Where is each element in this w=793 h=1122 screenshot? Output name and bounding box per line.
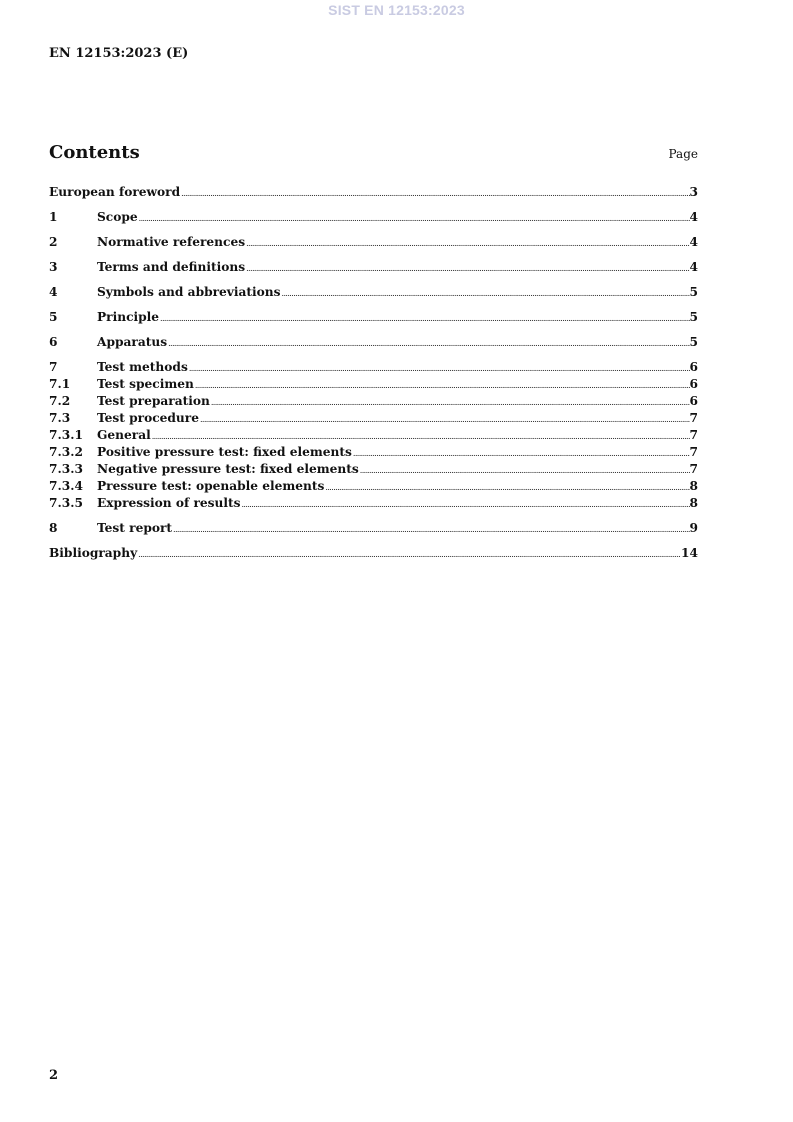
- watermark: SIST EN 12153:2023: [328, 2, 465, 18]
- toc-entry-title: Positive pressure test: fixed elements: [97, 445, 352, 459]
- toc-dot-leader: [245, 260, 689, 277]
- document-id-header: EN 12153:2023 (E): [49, 46, 189, 61]
- toc-entry-title: Symbols and abbreviations: [97, 285, 281, 299]
- toc-entry-page: 5: [689, 310, 698, 324]
- toc-entry-number: 1: [49, 210, 58, 224]
- toc-dot-leader: [167, 335, 689, 352]
- toc-entry-page: 8: [689, 496, 698, 510]
- contents-heading: Contents: [49, 142, 140, 163]
- toc-entry-apparatus[interactable]: [49, 334, 698, 351]
- toc-entry-page: 5: [689, 285, 698, 299]
- toc-entry-pressure-test-openable[interactable]: [49, 478, 698, 495]
- toc-entry-page: 8: [689, 479, 698, 493]
- toc-dot-leader: [159, 310, 689, 327]
- toc-entry-bibliography[interactable]: [49, 545, 698, 562]
- toc-entry-page: 6: [689, 377, 698, 391]
- toc-entry-page: 7: [689, 462, 698, 476]
- toc-entry-number: 2: [49, 235, 58, 249]
- toc-entry-page: 14: [681, 546, 698, 560]
- toc-entry-title: European foreword: [49, 185, 181, 199]
- toc-entry-page: 7: [689, 428, 698, 442]
- toc-dot-leader: [180, 185, 689, 202]
- toc-entry-title: Test procedure: [97, 411, 199, 425]
- page-column-label: Page: [668, 147, 698, 161]
- toc-entry-title: Expression of results: [97, 496, 241, 510]
- toc-entry-scope[interactable]: [49, 209, 698, 226]
- toc-entry-test-preparation[interactable]: [49, 393, 698, 410]
- toc-entry-european-foreword[interactable]: [49, 184, 698, 201]
- toc-entry-page: 7: [689, 445, 698, 459]
- toc-dot-leader: [138, 210, 690, 227]
- toc-dot-leader: [194, 377, 690, 394]
- toc-entry-page: 4: [689, 260, 698, 274]
- toc-entry-principle[interactable]: [49, 309, 698, 326]
- toc-entry-title: Test report: [97, 521, 173, 535]
- toc-entry-page: 4: [689, 210, 698, 224]
- toc-dot-leader: [199, 411, 690, 428]
- toc-entry-number: 7.3.4: [49, 479, 83, 493]
- toc-entry-symbols-and-abbreviations[interactable]: [49, 284, 698, 301]
- toc-entry-number: 7.3.5: [49, 496, 83, 510]
- toc-entry-expression-of-results[interactable]: [49, 495, 698, 512]
- toc-entry-title: Pressure test: openable elements: [97, 479, 325, 493]
- toc-entry-normative-references[interactable]: [49, 234, 698, 251]
- toc-entry-page: 9: [689, 521, 698, 535]
- toc-entry-test-report[interactable]: [49, 520, 698, 537]
- toc-entry-title: Test preparation: [97, 394, 210, 408]
- toc-entry-negative-pressure-test[interactable]: [49, 461, 698, 478]
- toc-dot-leader: [137, 546, 681, 563]
- toc-entry-title: Terms and definitions: [97, 260, 246, 274]
- toc-dot-leader: [352, 445, 690, 462]
- toc-entry-terms-and-definitions[interactable]: [49, 259, 698, 276]
- toc-entry-number: 7.3.2: [49, 445, 83, 459]
- toc-entry-test-specimen[interactable]: [49, 376, 698, 393]
- toc-entry-title: Bibliography: [49, 546, 138, 560]
- toc-entry-page: 3: [689, 185, 698, 199]
- toc-entry-general[interactable]: [49, 427, 698, 444]
- toc-entry-title: Test methods: [97, 360, 188, 374]
- toc-dot-leader: [240, 496, 689, 513]
- toc-entry-positive-pressure-test[interactable]: [49, 444, 698, 461]
- toc-entry-test-methods[interactable]: [49, 359, 698, 376]
- toc-entry-number: 3: [49, 260, 58, 274]
- toc-entry-number: 4: [49, 285, 58, 299]
- toc-entry-number: 5: [49, 310, 58, 324]
- toc-entry-title: General: [97, 428, 151, 442]
- toc-entry-number: 7.3.3: [49, 462, 83, 476]
- toc-entry-number: 6: [49, 335, 58, 349]
- toc-entry-page: 6: [689, 360, 698, 374]
- table-of-contents: [49, 184, 698, 562]
- toc-entry-number: 7.3: [49, 411, 71, 425]
- toc-entry-number: 7: [49, 360, 58, 374]
- toc-entry-number: 7.3.1: [49, 428, 83, 442]
- toc-entry-number: 7.1: [49, 377, 71, 391]
- toc-dot-leader: [281, 285, 690, 302]
- page-number: 2: [49, 1068, 59, 1083]
- toc-dot-leader: [324, 479, 689, 496]
- toc-entry-title: Apparatus: [97, 335, 168, 349]
- toc-dot-leader: [172, 521, 689, 538]
- toc-entry-page: 7: [689, 411, 698, 425]
- toc-entry-title: Test specimen: [97, 377, 194, 391]
- toc-dot-leader: [245, 235, 689, 252]
- toc-entry-page: 5: [689, 335, 698, 349]
- toc-dot-leader: [359, 462, 690, 479]
- toc-entry-page: 4: [689, 235, 698, 249]
- toc-entry-title: Principle: [97, 310, 160, 324]
- toc-dot-leader: [151, 428, 690, 445]
- toc-entry-test-procedure[interactable]: [49, 410, 698, 427]
- toc-entry-title: Normative references: [97, 235, 246, 249]
- toc-entry-title: Scope: [97, 210, 138, 224]
- toc-entry-title: Negative pressure test: fixed elements: [97, 462, 359, 476]
- toc-entry-page: 6: [689, 394, 698, 408]
- toc-entry-number: 7.2: [49, 394, 71, 408]
- toc-entry-number: 8: [49, 521, 58, 535]
- toc-dot-leader: [188, 360, 690, 377]
- toc-dot-leader: [210, 394, 690, 411]
